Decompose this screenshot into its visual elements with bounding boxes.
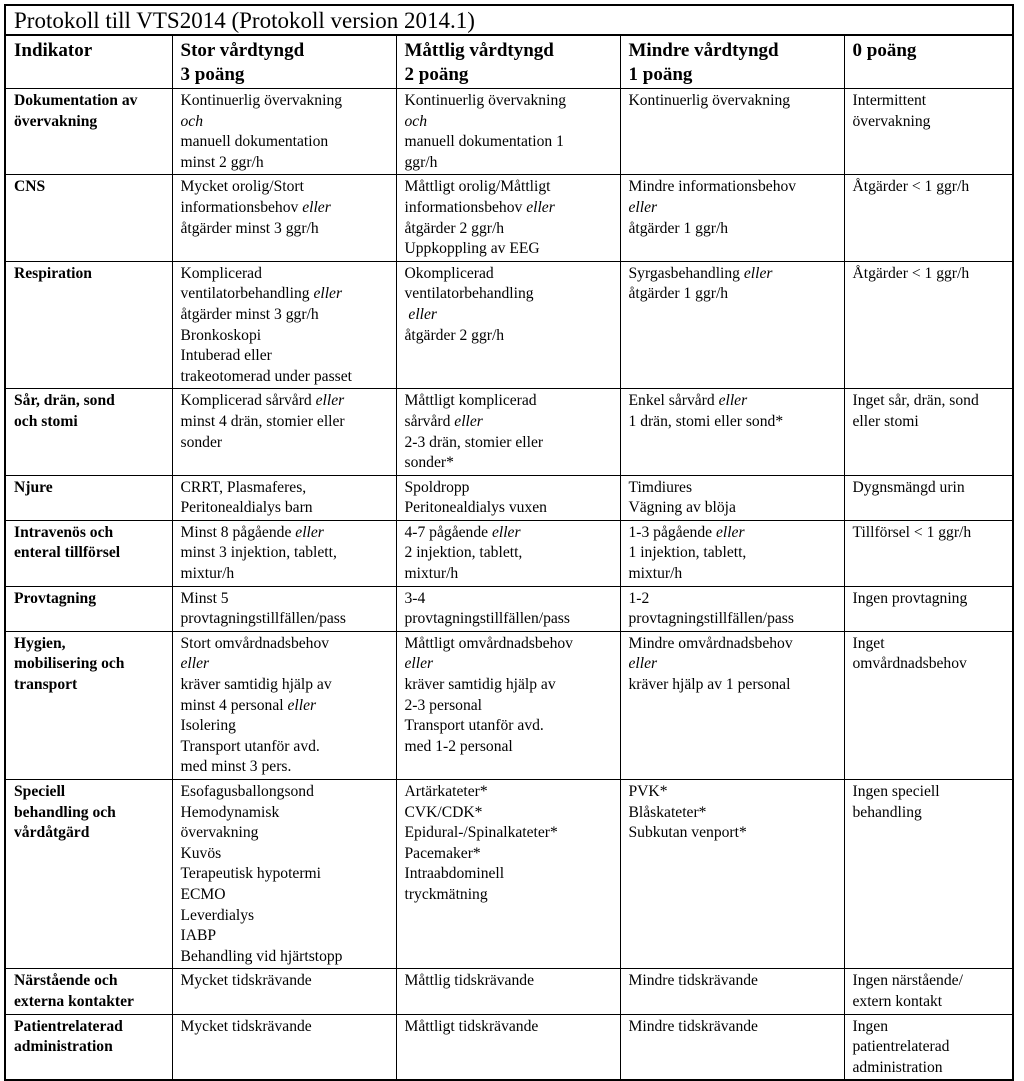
cell-text: Peritonealdialys vuxen [404,499,547,517]
cell-text: Timdiures [628,478,693,496]
cell-text: provtagningstillfällen/pass [180,610,346,628]
cell-text: Spoldropp [404,478,470,496]
cell-text: Peritonealdialys barn [180,499,313,517]
italic-conjunction: eller [313,285,343,303]
cell-text: Måttligt orolig/Måttligt [404,178,551,196]
header-text: 1 poäng [628,64,693,85]
cell-text: minst 2 ggr/h [180,153,264,171]
cell-zero-points [844,780,1012,969]
cell-moderate-load [396,389,620,475]
indicator-text: och stomi [14,412,78,430]
cell-text: Esofagusballongsond [180,783,314,800]
cell-text: Mycket orolig/Stort [180,178,304,196]
cell-low-load [620,175,844,261]
cell-low-load [620,631,844,779]
cell-text: Måttligt komplicerad [404,392,537,410]
cell-text: 2-3 drän, stomier eller [404,433,544,451]
document-title: Protokoll till VTS2014 (Protokoll version 2014.1) [6,6,1012,36]
cell-text: Inget sår, drän, sond [852,392,979,410]
cell-text: kräver hjälp av 1 personal [628,676,791,694]
cell-text: ECMO [180,885,226,903]
cell-text: Hemodynamisk [180,803,280,821]
cell-text: behandling [852,803,922,821]
cell-text: ventilatorbehandling [404,285,534,303]
cell-text: minst 4 personal eller [180,696,317,714]
cell-text: med 1-2 personal [404,737,513,755]
cell-zero-points [844,631,1012,779]
column-header-high-load [172,36,396,89]
cell-text: åtgärder 2 ggr/h [404,219,505,237]
indicator-text: externa kontakter [14,992,134,1010]
cell-text: eller [404,305,437,323]
column-header-moderate-load [396,36,620,89]
table-row [6,1014,1012,1079]
cell-text: extern kontakt [852,992,943,1010]
cell-text: Måttligt tidskrävande [404,1017,539,1035]
indicator-cell [6,969,172,1014]
cell-text: 2-3 personal [404,696,483,714]
cell-text: 2 injektion, tablett, [404,544,523,562]
header-row [6,36,1012,89]
cell-text: mixtur/h [628,565,683,583]
cell-moderate-load [396,89,620,175]
indicator-text: övervakning [14,112,98,130]
cell-moderate-load [396,586,620,631]
italic-conjunction: eller [287,696,317,714]
cell-low-load [620,586,844,631]
cell-text: eller [404,655,434,673]
cell-zero-points [844,1014,1012,1079]
indicator-text: transport [14,676,78,694]
cell-text: mixtur/h [404,565,459,583]
cell-text: Ingen speciell [852,783,940,800]
cell-text: eller [180,655,210,673]
cell-text: administration [852,1058,943,1076]
cell-text: 1 drän, stomi eller sond* [628,412,784,430]
cell-text: eller [628,198,658,216]
indicator-text: administration [14,1038,113,1056]
cell-high-load [172,586,396,631]
cell-moderate-load [396,475,620,520]
header-text: Mindre vårdtyngd [628,40,779,61]
cell-low-load [620,1014,844,1079]
indicator-cell [6,475,172,520]
cell-text: Inget [852,634,885,652]
cell-high-load [172,1014,396,1079]
cell-text: tryckmätning [404,885,488,903]
cell-text: Okomplicerad [404,264,494,282]
cell-high-load [172,520,396,586]
indicator-text: CNS [14,178,46,196]
cell-text: åtgärder minst 3 ggr/h [180,305,319,323]
cell-text: Ingen [852,1017,889,1035]
cell-text: minst 3 injektion, tablett, [180,544,337,562]
cell-moderate-load [396,175,620,261]
cell-text: 3-4 [404,589,426,607]
cell-text: Isolering [180,717,236,735]
cell-text: Uppkoppling av EEG [404,240,540,258]
cell-text: Mindre tidskrävande [628,1017,758,1035]
cell-low-load [620,969,844,1014]
cell-text: IABP [180,927,217,945]
indicator-cell [6,586,172,631]
cell-text: CRRT, Plasmaferes, [180,478,307,496]
cell-text: Komplicerad sårvård eller [180,392,345,410]
cell-text: Åtgärder < 1 ggr/h [852,264,970,282]
table-row [6,631,1012,779]
indicator-text: Respiration [14,264,92,282]
cell-text: övervakning [852,112,931,130]
indicator-text: Intravenös och [14,523,114,541]
cell-low-load [620,89,844,175]
cell-text: provtagningstillfällen/pass [628,610,794,628]
cell-text: Transport utanför avd. [404,717,544,735]
cell-text: kräver samtidig hjälp av [180,676,332,694]
cell-text: informationsbehov eller [404,198,555,216]
cell-text: Mycket tidskrävande [180,1017,312,1035]
indicator-cell [6,520,172,586]
indicator-cell [6,389,172,475]
cell-zero-points [844,475,1012,520]
cell-high-load [172,89,396,175]
cell-text: Ingen provtagning [852,589,968,607]
indicator-text: Speciell [14,783,66,800]
indicator-cell [6,780,172,969]
table-row [6,780,1012,969]
indicator-text: Dokumentation av [14,92,138,109]
cell-text: Åtgärder < 1 ggr/h [852,178,970,196]
header-text: 3 poäng [180,64,245,85]
cell-text: Kontinuerlig övervakning [404,92,567,109]
column-header-zero-points [844,36,1012,89]
cell-zero-points [844,89,1012,175]
cell-text: Bronkoskopi [180,326,262,344]
cell-text: Minst 5 [180,589,229,607]
cell-text: Stort omvårdnadsbehov [180,634,330,652]
column-header-low-load [620,36,844,89]
cell-low-load [620,780,844,969]
cell-zero-points [844,175,1012,261]
cell-text: Mindre omvårdnadsbehov [628,634,793,652]
cell-high-load [172,631,396,779]
cell-text: eller [628,655,658,673]
cell-text: Komplicerad [180,264,262,282]
cell-text: Kontinuerlig övervakning [628,92,791,109]
cell-text: åtgärder 1 ggr/h [628,219,729,237]
cell-zero-points [844,261,1012,389]
table-row [6,586,1012,631]
cell-text: patientrelaterad [852,1038,950,1056]
cell-high-load [172,175,396,261]
cell-moderate-load [396,969,620,1014]
cell-text: Dygnsmängd urin [852,478,965,496]
table-row [6,389,1012,475]
cell-high-load [172,475,396,520]
italic-conjunction: eller [718,392,748,410]
indicator-text: Sår, drän, sond [14,392,115,410]
indicator-cell [6,261,172,389]
cell-text: Mindre tidskrävande [628,972,758,990]
cell-text: Ingen närstående/ [852,972,963,990]
cell-text: Subkutan venport* [628,824,747,842]
cell-text: Mycket tidskrävande [180,972,312,990]
cell-zero-points [844,969,1012,1014]
cell-moderate-load [396,1014,620,1079]
cell-text: Intuberad eller [180,347,272,365]
indicator-text: Njure [14,478,53,496]
indicator-text: Provtagning [14,589,97,607]
cell-text: omvårdnadsbehov [852,655,967,673]
table-row [6,475,1012,520]
header-text: 2 poäng [404,64,469,85]
cell-text: Kuvös [180,844,222,862]
cell-low-load [620,520,844,586]
cell-text: Artärkateter* [404,783,488,800]
cell-text: övervakning [180,824,259,842]
indicator-cell [6,175,172,261]
cell-text: 1-3 pågående eller [628,523,745,541]
cell-high-load [172,780,396,969]
italic-conjunction: eller [743,264,773,282]
italic-conjunction: eller [295,523,324,541]
cell-text: Tillförsel < 1 ggr/h [852,523,972,541]
protocol-table [6,36,1012,1079]
table-row [6,175,1012,261]
cell-text: eller stomi [852,412,919,430]
cell-moderate-load [396,261,620,389]
cell-text: mixtur/h [180,565,235,583]
table-row [6,969,1012,1014]
cell-text: kräver samtidig hjälp av [404,676,556,694]
cell-text: och [404,112,428,130]
indicator-text: Närstående och [14,972,118,990]
indicator-cell [6,631,172,779]
cell-text: Vägning av blöja [628,499,736,517]
cell-text: 4-7 pågående eller [404,523,521,541]
cell-high-load [172,261,396,389]
cell-text: Måttligt omvårdnadsbehov [404,634,573,652]
cell-text: sårvård eller [404,412,483,430]
cell-text: och [180,112,204,130]
cell-text: sonder [180,433,223,451]
cell-high-load [172,969,396,1014]
cell-text: Transport utanför avd. [180,737,320,755]
italic-conjunction: eller [491,523,521,541]
table-body [6,89,1012,1080]
cell-zero-points [844,389,1012,475]
cell-text: Blåskateter* [628,803,707,821]
header-text: Indikator [14,40,93,61]
cell-text: Pacemaker* [404,844,481,862]
cell-text: med minst 3 pers. [180,758,292,776]
cell-text: PVK* [628,783,668,800]
cell-text: Intraabdominell [404,865,505,883]
cell-low-load [620,475,844,520]
header-text: Måttlig vårdtyngd [404,40,554,61]
cell-text: ggr/h [404,153,438,171]
table-row [6,261,1012,389]
cell-text: Måttlig tidskrävande [404,972,534,990]
indicator-text: Hygien, [14,634,66,652]
cell-moderate-load [396,520,620,586]
italic-conjunction: eller [302,198,331,216]
cell-text: 1-2 [628,589,650,607]
cell-text: ventilatorbehandling eller [180,285,343,303]
indicator-text: vårdåtgärd [14,824,90,842]
indicator-text: Patientrelaterad [14,1017,123,1035]
cell-text: trakeotomerad under passet [180,367,352,385]
column-header-indicator [6,36,172,89]
cell-low-load [620,261,844,389]
cell-moderate-load [396,780,620,969]
indicator-text: behandling och [14,803,116,821]
cell-text: Intermittent [852,92,927,109]
cell-zero-points [844,586,1012,631]
cell-text: provtagningstillfällen/pass [404,610,570,628]
indicator-cell [6,1014,172,1079]
indicator-text: enteral tillförsel [14,544,121,562]
cell-text: Leverdialys [180,906,255,924]
cell-zero-points [844,520,1012,586]
cell-text: åtgärder 2 ggr/h [404,326,505,344]
cell-high-load [172,389,396,475]
header-text: 0 poäng [852,40,917,61]
cell-moderate-load [396,631,620,779]
cell-text: Terapeutisk hypotermi [180,865,322,883]
cell-text: minst 4 drän, stomier eller [180,412,345,430]
cell-text: Minst 8 pågående eller [180,523,324,541]
cell-text: Mindre informationsbehov [628,178,797,196]
header-text: Stor vårdtyngd [180,40,305,61]
cell-text: Enkel sårvård eller [628,392,748,410]
cell-text: Behandling vid hjärtstopp [180,947,343,965]
cell-text: Kontinuerlig övervakning [180,92,343,109]
italic-conjunction: eller [715,523,745,541]
cell-text: åtgärder 1 ggr/h [628,285,729,303]
cell-low-load [620,389,844,475]
protocol-document [4,4,1014,1081]
cell-text: 1 injektion, tablett, [628,544,747,562]
cell-text: sonder* [404,454,454,472]
italic-conjunction: eller [526,198,555,216]
table-row [6,89,1012,175]
cell-text: CVK/CDK* [404,803,483,821]
cell-text: manuell dokumentation 1 [404,133,564,151]
table-row [6,520,1012,586]
indicator-cell [6,89,172,175]
italic-conjunction: eller [454,412,483,430]
cell-text: Syrgasbehandling eller [628,264,773,282]
cell-text: informationsbehov eller [180,198,331,216]
cell-text: åtgärder minst 3 ggr/h [180,219,319,237]
indicator-text: mobilisering och [14,655,125,673]
cell-text: Epidural-/Spinalkateter* [404,824,558,842]
cell-text: manuell dokumentation [180,133,329,151]
italic-conjunction: eller [315,392,345,410]
